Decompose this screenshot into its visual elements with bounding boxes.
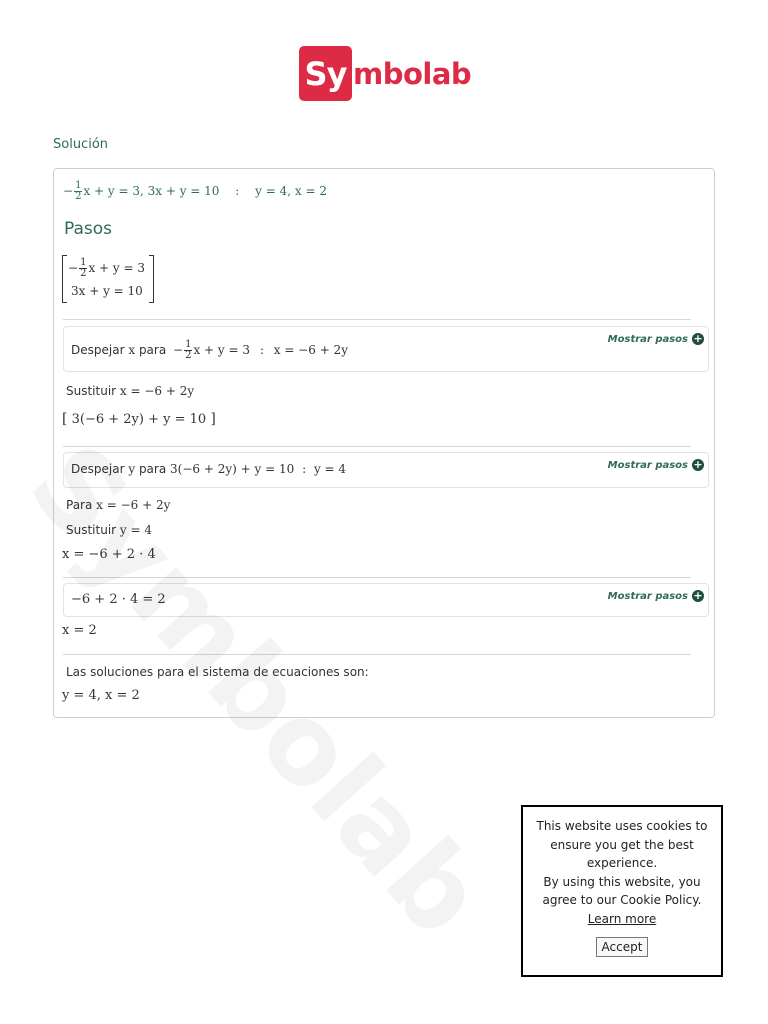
step-1-colon: :: [259, 343, 264, 357]
step-card-1[interactable]: [63, 326, 709, 372]
cookie-text-2: ensure you get the best: [550, 837, 694, 852]
divider: [63, 654, 691, 655]
divider: [63, 319, 691, 320]
step-1-text: [71, 340, 348, 361]
step-1-fraction: [184, 340, 192, 361]
learn-more-link[interactable]: Learn more: [587, 911, 657, 926]
right-bracket: ]: [210, 411, 216, 427]
substitute-2-expr: y = 4: [119, 523, 153, 537]
substitute-2: [66, 523, 152, 537]
para-x: [66, 498, 170, 512]
solution-panel: [53, 168, 715, 718]
step-1-fraction-den: 2: [185, 350, 192, 361]
cookie-text-4: By using this website, you: [543, 874, 701, 889]
substituted-equation-text: 3(−6 + 2y) + y = 10: [71, 412, 207, 427]
step-2-result: y = 4: [313, 462, 347, 476]
step-1-prefix: Despejar: [71, 343, 125, 357]
divider: [63, 446, 691, 447]
show-steps-label: Mostrar pasos: [607, 590, 688, 602]
step-1-para: para: [138, 343, 167, 357]
cookie-banner: [521, 805, 723, 977]
step-2-var: y: [128, 462, 136, 476]
cookie-text-3: experience.: [586, 856, 658, 870]
steps-title: Pasos: [64, 219, 113, 239]
para-x-expr: x = −6 + 2y: [96, 498, 171, 512]
logo-wordmark: mbolab: [353, 56, 472, 91]
logo-mark: Sy: [299, 46, 352, 101]
step-1-var: x: [128, 343, 136, 357]
system-row-2: 3x + y = 10: [71, 284, 143, 298]
step-1-fraction-num: 1: [185, 339, 192, 350]
plus-circle-icon[interactable]: +: [693, 589, 703, 602]
system-fraction: [79, 258, 87, 279]
substitute-1: [66, 384, 194, 398]
para-x-label: Para: [66, 498, 93, 512]
solutions-result: y = 4, x = 2: [62, 688, 140, 703]
show-steps-label: Mostrar pasos: [607, 459, 688, 471]
problem-minus: −: [63, 184, 74, 198]
step-2-colon: :: [302, 462, 307, 476]
step-2-text: [71, 462, 346, 476]
step-1-minus: −: [173, 343, 184, 357]
step-1-result: x = −6 + 2y: [273, 343, 348, 357]
solution-heading: Solución: [53, 137, 109, 152]
problem-fraction-den: 2: [75, 191, 82, 202]
problem-result: y = 4, x = 2: [255, 184, 327, 198]
cookie-text-5: agree to our Cookie Policy.: [542, 893, 702, 907]
substitute-2-label: Sustituir: [66, 523, 117, 537]
step-3-expr: −6 + 2 · 4 = 2: [71, 592, 166, 607]
x-substituted: x = −6 + 2 · 4: [62, 547, 156, 562]
problem-fraction: [74, 181, 82, 202]
substituted-equation: [62, 411, 216, 427]
system-fraction-den: 2: [80, 268, 87, 279]
step-card-3[interactable]: [63, 583, 709, 617]
problem-colon: :: [235, 184, 240, 198]
problem-fraction-num: 1: [75, 180, 82, 191]
show-steps-button[interactable]: [608, 590, 704, 602]
step-2-prefix: Despejar: [71, 462, 125, 476]
show-steps-button[interactable]: [608, 333, 704, 345]
equation-system: [62, 255, 154, 303]
step-1-eq: [173, 339, 251, 361]
plus-circle-icon[interactable]: +: [693, 332, 703, 345]
divider: [63, 577, 691, 578]
problem-equation: [63, 181, 327, 202]
system-fraction-num: 1: [80, 257, 87, 268]
accept-cookies-button[interactable]: Accept: [596, 937, 649, 957]
problem-rest: x + y = 3, 3x + y = 10: [83, 184, 220, 198]
left-bracket: [: [62, 411, 68, 427]
system-row-1: [68, 255, 145, 281]
substitute-1-label: Sustituir: [66, 384, 117, 398]
solutions-label: Las soluciones para el sistema de ecuaciones son:: [66, 665, 369, 679]
symbolab-logo[interactable]: [299, 46, 471, 101]
system-row-1-rest: x + y = 3: [88, 261, 145, 275]
show-steps-button[interactable]: [608, 459, 704, 471]
show-steps-label: Mostrar pasos: [607, 333, 688, 345]
plus-circle-icon[interactable]: +: [693, 458, 703, 471]
system-minus: −: [68, 261, 79, 275]
x-final: x = 2: [62, 623, 97, 638]
step-card-2[interactable]: [63, 452, 709, 488]
cookie-text-1: This website uses cookies to: [536, 819, 708, 833]
substitute-1-expr: x = −6 + 2y: [119, 384, 195, 398]
step-1-eq-rest: x + y = 3: [193, 343, 251, 357]
step-2-para: para: [138, 462, 167, 476]
step-2-eq: 3(−6 + 2y) + y = 10: [170, 462, 295, 476]
